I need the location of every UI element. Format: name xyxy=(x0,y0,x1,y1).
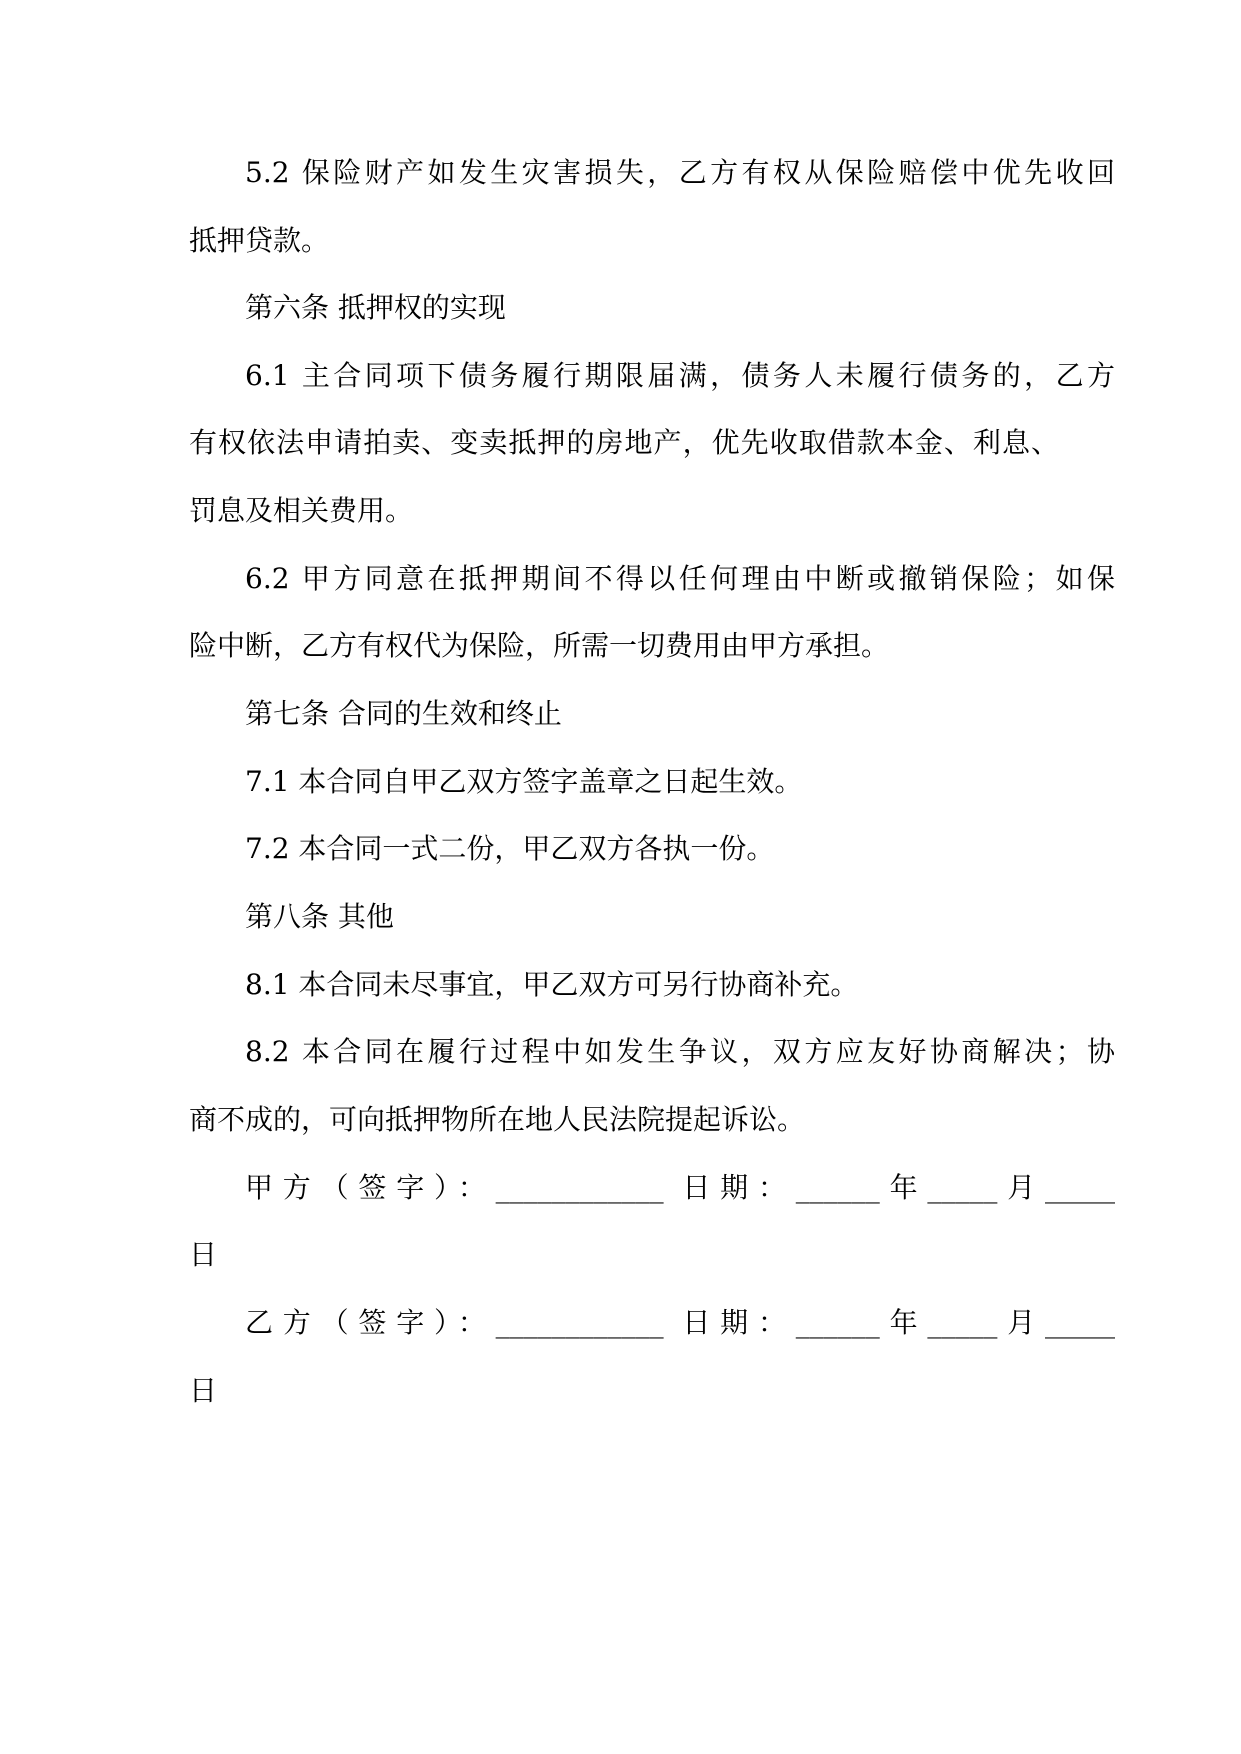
clause-8-2-line-1: 8.2 本合同在履行过程中如发生争议，双方应友好协商解决；协 xyxy=(245,1035,1115,1068)
party-b-date-day: 日 xyxy=(189,1374,218,1407)
article-7-heading: 第七条 合同的生效和终止 xyxy=(245,697,562,730)
party-a-date-day: 日 xyxy=(189,1238,218,1271)
clause-8-1: 8.1 本合同未尽事宜，甲乙双方可另行协商补充。 xyxy=(245,968,859,1001)
clause-8-2-line-2: 商不成的，可向抵押物所在地人民法院提起诉讼。 xyxy=(189,1103,806,1136)
clause-5-2-line-2: 抵押贷款。 xyxy=(189,224,330,257)
clause-7-1: 7.1 本合同自甲乙双方签字盖章之日起生效。 xyxy=(245,765,803,798)
clause-6-2-line-1: 6.2 甲方同意在抵押期间不得以任何理由中断或撤销保险；如保 xyxy=(245,562,1115,595)
clause-7-2: 7.2 本合同一式二份，甲乙双方各执一份。 xyxy=(245,832,775,865)
clause-5-2-line-1: 5.2 保险财产如发生灾害损失，乙方有权从保险赔偿中优先收回 xyxy=(245,156,1115,189)
clause-6-1-line-3: 罚息及相关费用。 xyxy=(189,494,414,527)
party-b-signature-line: 乙方（签字）：____________ 日期：______年_____月_____ xyxy=(245,1306,1115,1339)
clause-6-2-line-2: 险中断，乙方有权代为保险，所需一切费用由甲方承担。 xyxy=(189,629,890,662)
article-8-heading: 第八条 其他 xyxy=(245,900,394,933)
clause-6-1-line-2: 有权依法申请拍卖、变卖抵押的房地产，优先收取借款本金、利息、 xyxy=(189,426,1059,459)
party-a-signature-line: 甲方（签字）：____________ 日期：______年_____月_____ xyxy=(245,1171,1115,1204)
clause-6-1-line-1: 6.1 主合同项下债务履行期限届满，债务人未履行债务的，乙方 xyxy=(245,359,1115,392)
article-6-heading: 第六条 抵押权的实现 xyxy=(245,291,506,324)
